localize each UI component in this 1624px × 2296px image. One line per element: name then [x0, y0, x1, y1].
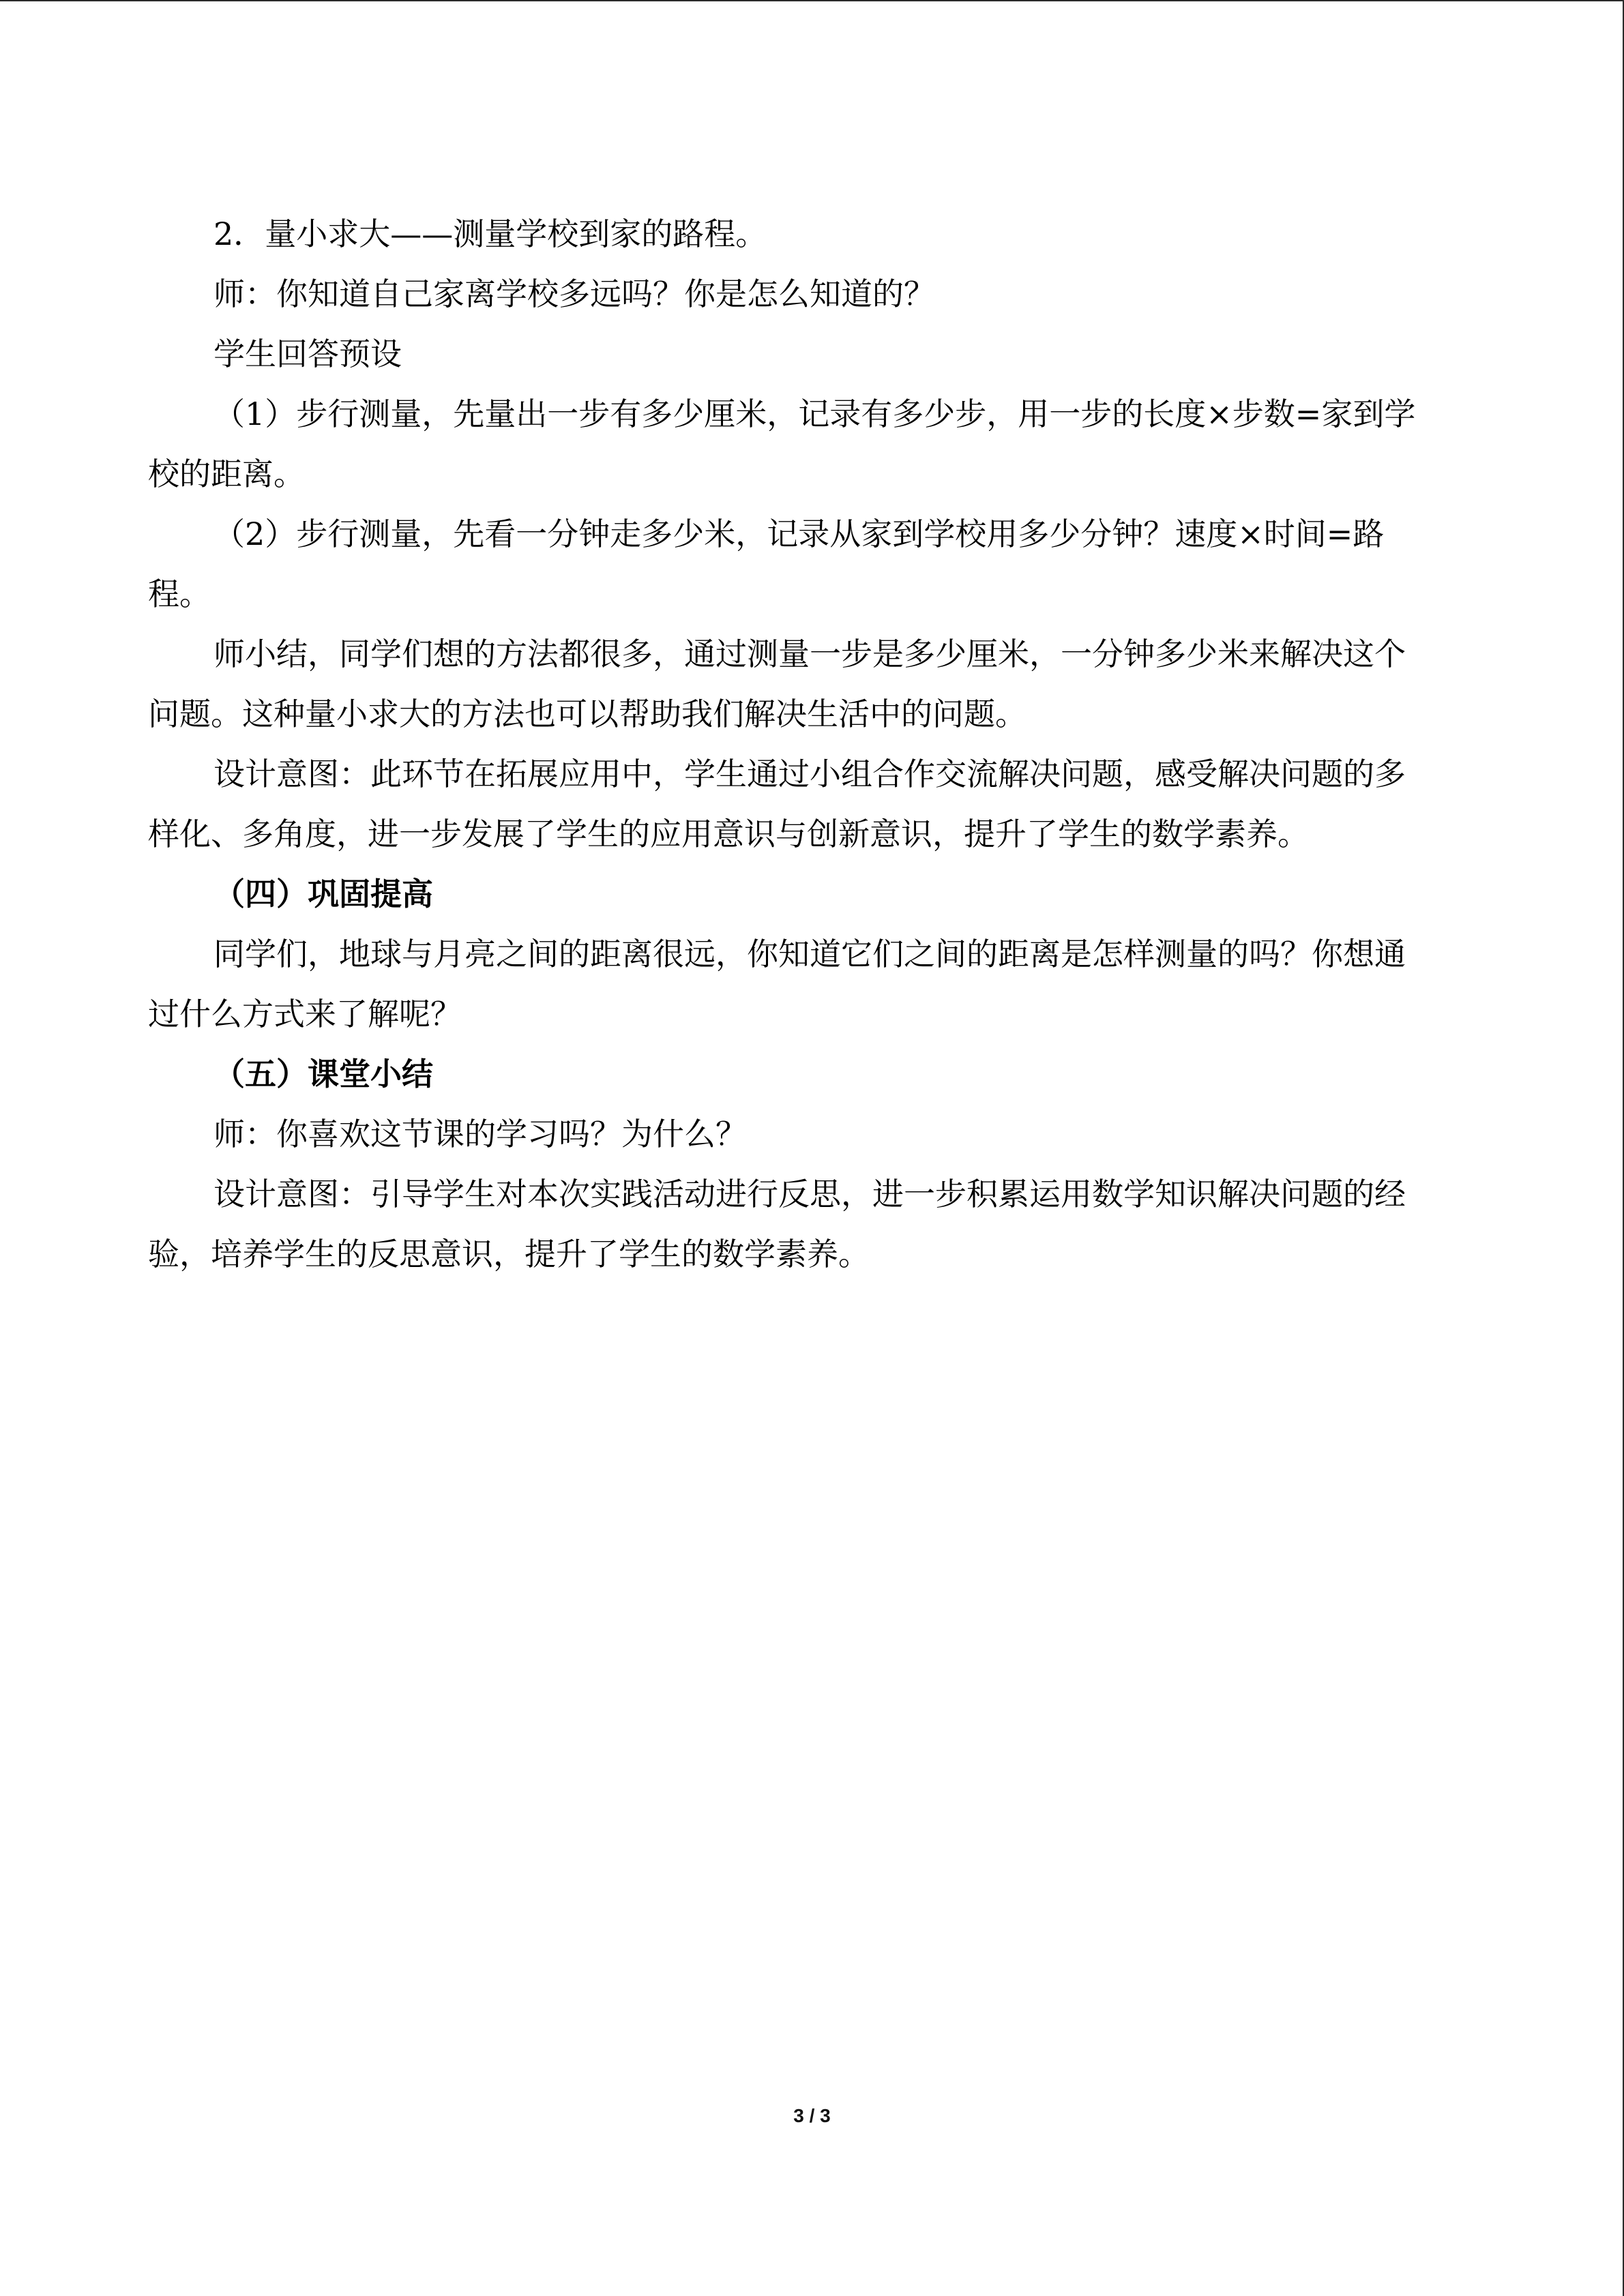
- paragraph-teacher-closing-question: [148, 1104, 1458, 1164]
- text-line: 师：你知道自己家离学校多远吗？你是怎么知道的？: [213, 275, 935, 312]
- paragraph-student-answers-label: [148, 324, 1458, 384]
- text-line: 验，培养学生的反思意识，提升了学生的数学素养。: [148, 1236, 870, 1272]
- paragraph-earth-moon: [148, 924, 1458, 1044]
- paragraph-answer-2: [148, 504, 1458, 624]
- paragraph-design-intent-1: [148, 744, 1458, 864]
- text-line: 同学们，地球与月亮之间的距离很远，你知道它们之间的距离是怎样测量的吗？你想通: [213, 936, 1406, 972]
- paragraph-design-intent-2: [148, 1164, 1458, 1284]
- paragraph-answer-1: [148, 384, 1458, 504]
- text-line: 校的距离。: [148, 456, 305, 492]
- section-heading: （五）课堂小结: [213, 1056, 433, 1092]
- section-heading-summary: [148, 1044, 1458, 1104]
- document-body: [148, 204, 1458, 1284]
- page-frame-top-border: [0, 0, 1624, 1]
- text-line: 过什么方式来了解呢？: [148, 996, 462, 1032]
- section-heading: （四）巩固提高: [213, 876, 433, 912]
- text-line: （1）步行测量，先量出一步有多少厘米，记录有多少步，用一步的长度×步数=家到学: [213, 396, 1416, 432]
- text-line: 师小结，同学们想的方法都很多，通过测量一步是多少厘米，一分钟多少米来解决这个: [213, 636, 1406, 672]
- paragraph-teacher-summary: [148, 624, 1458, 744]
- text-line: 设计意图：引导学生对本次实践活动进行反思，进一步积累运用数学知识解决问题的经: [213, 1176, 1406, 1212]
- section-heading-consolidate: [148, 864, 1458, 924]
- text-line: 师：你喜欢这节课的学习吗？为什么？: [213, 1116, 747, 1152]
- page-number: 3 / 3: [793, 2105, 831, 2126]
- paragraph-method-title: [148, 204, 1458, 264]
- text-line: 学生回答预设: [213, 336, 402, 372]
- text-line: 2．量小求大——测量学校到家的路程。: [213, 215, 767, 252]
- paragraph-teacher-question: [148, 264, 1458, 324]
- text-line: 问题。这种量小求大的方法也可以帮助我们解决生活中的问题。: [148, 696, 1027, 732]
- text-line: 设计意图：此环节在拓展应用中，学生通过小组合作交流解决问题，感受解决问题的多: [213, 756, 1406, 792]
- text-line: 样化、多角度，进一步发展了学生的应用意识与创新意识，提升了学生的数学素养。: [148, 816, 1309, 852]
- text-line: （2）步行测量，先看一分钟走多少米，记录从家到学校用多少分钟？速度×时间=路: [213, 516, 1385, 552]
- text-line: 程。: [148, 576, 211, 612]
